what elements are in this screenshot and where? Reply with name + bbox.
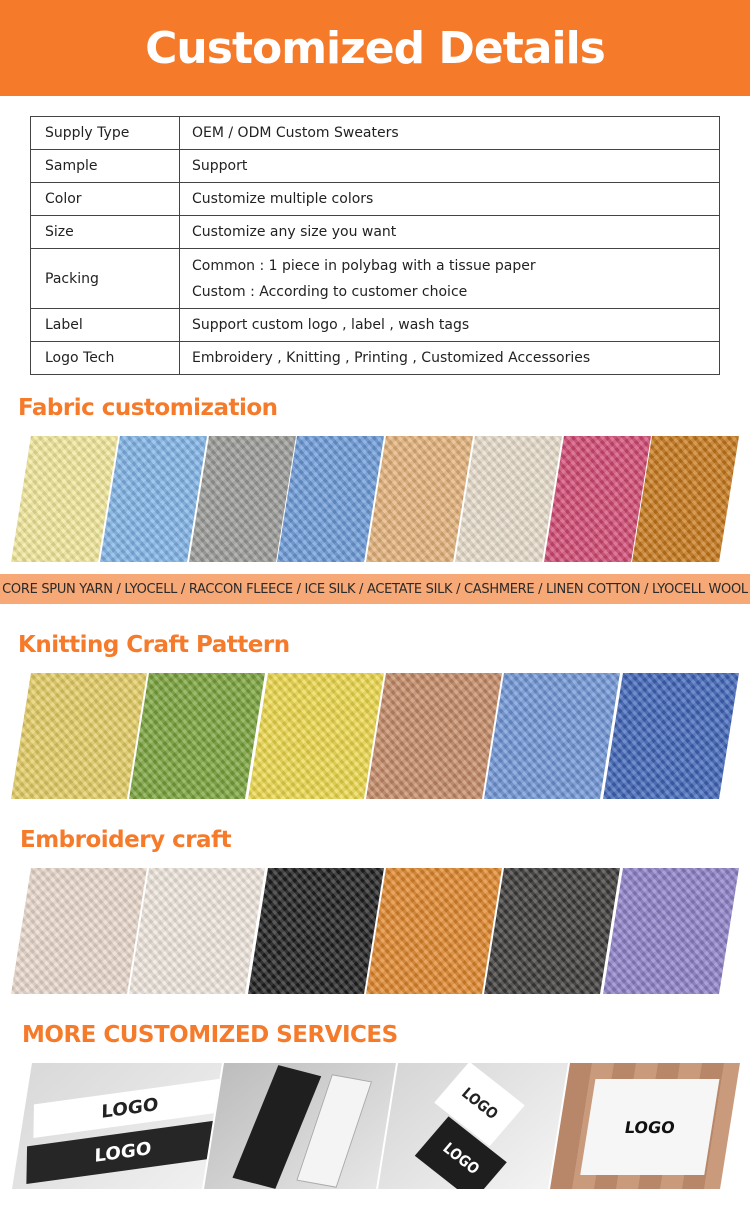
page-banner [0, 0, 750, 96]
spec-value: Customize multiple colors [180, 183, 720, 216]
woven-label-photo [12, 1063, 222, 1189]
logo-text: LOGO [457, 1084, 502, 1124]
fabric-swatch [632, 436, 739, 562]
spec-key: Label [31, 309, 180, 342]
embroidery-swatch-strip [0, 868, 750, 994]
table-row [31, 342, 720, 375]
spec-key: Size [31, 216, 180, 249]
table-row [31, 216, 720, 249]
fabric-section-title: Fabric customization [18, 395, 278, 421]
embroidery-swatch [603, 868, 739, 994]
fabric-swatch [366, 436, 473, 562]
embroidery-swatch [248, 868, 384, 994]
spec-key: Color [31, 183, 180, 216]
fabric-swatch [455, 436, 562, 562]
page-title: Customized Details [145, 22, 605, 74]
spec-value-line: Custom : According to customer choice [192, 283, 468, 300]
knitting-swatch [11, 673, 147, 799]
knitting-swatch [484, 673, 620, 799]
spec-value: Customize any size you want [180, 216, 720, 249]
fabric-type-list: CORE SPUN YARN / LYOCELL / RACCON FLEECE / ICE SILK / ACETATE SILK / CASHMERE / LINEN COTTON / LYOCELL WOOL [0, 574, 750, 604]
knitting-section-title: Knitting Craft Pattern [18, 632, 290, 658]
table-row [31, 150, 720, 183]
spec-value: OEM / ODM Custom Sweaters [180, 117, 720, 150]
embroidery-swatch [129, 868, 265, 994]
knitting-swatch [366, 673, 502, 799]
spec-value: Support custom logo , label , wash tags [180, 309, 720, 342]
fabric-swatch [11, 436, 118, 562]
spec-key: Packing [31, 249, 180, 309]
table-row [31, 309, 720, 342]
embroidery-swatch [366, 868, 502, 994]
spec-key: Supply Type [31, 117, 180, 150]
table-row [31, 117, 720, 150]
fabric-swatch-strip [0, 436, 750, 562]
logo-text: LOGO [94, 1137, 152, 1167]
fabric-swatch [100, 436, 207, 562]
logo-text: LOGO [439, 1139, 483, 1179]
table-row [31, 249, 720, 309]
knitting-swatch [129, 673, 265, 799]
spec-value-line: Common : 1 piece in polybag with a tissue paper [192, 257, 536, 274]
knitting-swatch-strip [0, 673, 750, 799]
services-photo-strip [0, 1063, 750, 1189]
poly-bag [580, 1079, 719, 1175]
embroidery-swatch [11, 868, 147, 994]
embroidery-section-title: Embroidery craft [20, 827, 232, 853]
spec-key: Logo Tech [31, 342, 180, 375]
spec-value: Support [180, 150, 720, 183]
wash-tag-photo [204, 1063, 396, 1189]
spec-key: Sample [31, 150, 180, 183]
hang-tag-photo [378, 1063, 568, 1189]
spec-value [180, 249, 720, 309]
logo-text: LOGO [101, 1093, 159, 1123]
services-section-title: MORE CUSTOMIZED SERVICES [22, 1022, 398, 1048]
table-row [31, 183, 720, 216]
spec-table [30, 116, 720, 375]
embroidery-swatch [484, 868, 620, 994]
packaging-bag-photo [550, 1063, 740, 1189]
spec-value: Embroidery , Knitting , Printing , Customized Accessories [180, 342, 720, 375]
logo-text: LOGO [623, 1117, 677, 1137]
knitting-swatch [603, 673, 739, 799]
knitting-swatch [248, 673, 384, 799]
